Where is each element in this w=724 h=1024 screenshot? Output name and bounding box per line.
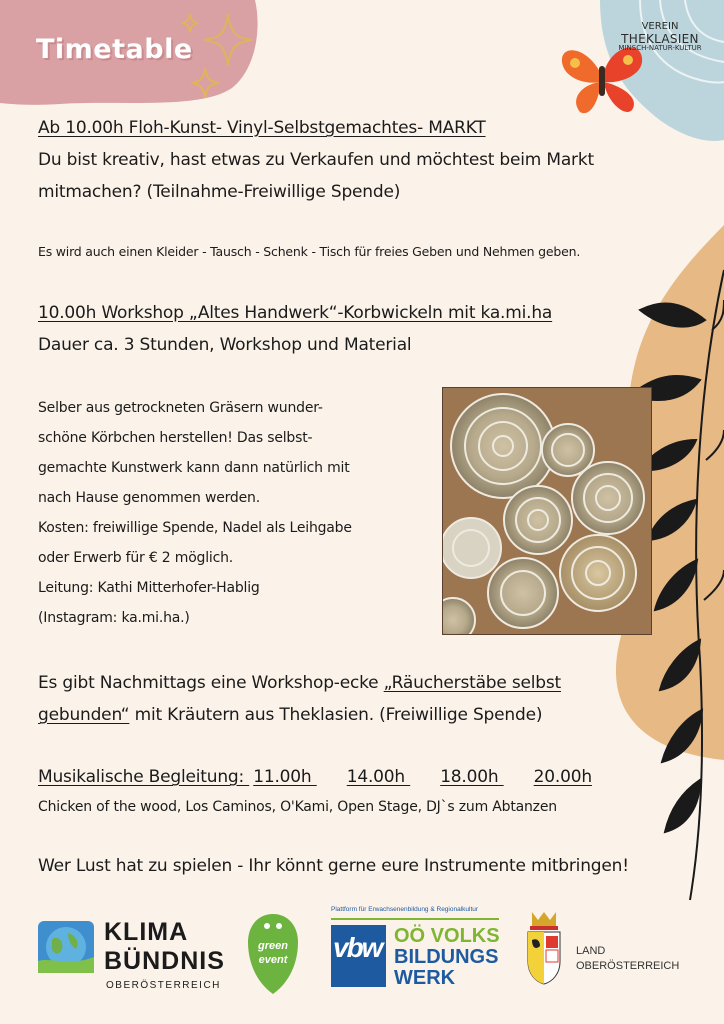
green-event-line-1: green: [258, 940, 288, 952]
vbw-line-1: OÖ VOLKS: [394, 925, 500, 947]
music-bands: Chicken of the wood, Los Caminos, O'Kami, Open Stage, DJ`s zum Abtanzen: [38, 799, 557, 815]
music-invite: Wer Lust hat zu spielen - Ihr könnt gerne eure Instrumente mitbringen!: [38, 856, 629, 876]
land-line-1: LAND: [576, 945, 606, 957]
afternoon-post: mit Kräutern aus Theklasien. (Freiwillige Spende): [129, 705, 543, 725]
verein-logo-text: [600, 22, 720, 52]
afternoon-text-1: [38, 673, 561, 693]
afternoon-pre: Es gibt Nachmittags eine Workshop-ecke: [38, 673, 384, 693]
workshop-desc-line: Kosten: freiwillige Spende, Nadel als Leihgabe: [38, 520, 352, 536]
land-line-2: OBERÖSTERREICH: [576, 960, 680, 972]
music-heading-line: [38, 767, 592, 787]
vbw-divider: [331, 918, 499, 920]
music-time: 20.00h: [533, 767, 592, 787]
music-time: 18.00h: [440, 767, 499, 787]
music-time: 11.00h: [253, 767, 312, 787]
vbw-mark: vbw: [333, 932, 382, 963]
verein-line-2: THEKLASIEN: [621, 31, 699, 46]
workshop-desc-line: nach Hause genommen werden.: [38, 490, 260, 506]
basket-photo: [442, 387, 652, 635]
page-title: Timetable: [36, 34, 193, 65]
workshop-desc-line: gemachte Kunstwerk kann dann natürlich mit: [38, 460, 350, 476]
swap-table-text: Es wird auch einen Kleider - Tausch - Schenk - Tisch für freies Geben und Nehmen geben.: [38, 244, 581, 259]
workshop-desc-line: Leitung: Kathi Mitterhofer-Hablig: [38, 580, 260, 596]
music-time: 14.00h: [346, 767, 405, 787]
coat-of-arms-icon: [524, 910, 564, 986]
klima-line-3: OBERÖSTERREICH: [106, 980, 221, 991]
incense-workshop-title-end: gebunden“: [38, 705, 130, 725]
afternoon-text-2: [38, 705, 542, 725]
market-heading: Ab 10.00h Floh-Kunst- Vinyl-Selbstgemachtes- MARKT: [38, 118, 486, 138]
market-text-2: mitmachen? (Teilnahme-Freiwillige Spende): [38, 182, 401, 202]
klima-line-2: BÜNDNIS: [104, 947, 225, 975]
vbw-line-2: BILDUNGS: [394, 946, 499, 968]
green-event-line-2: event: [258, 954, 288, 966]
klima-globe-icon: [38, 921, 98, 977]
workshop-desc-line: Selber aus getrockneten Gräsern wunder-: [38, 400, 323, 416]
workshop-heading: 10.00h Workshop „Altes Handwerk“-Korbwickeln mit ka.mi.ha: [38, 303, 553, 323]
market-text-1: Du bist kreativ, hast etwas zu Verkaufen und möchtest beim Markt: [38, 150, 594, 170]
incense-workshop-title: „Räucherstäbe selbst: [383, 673, 562, 693]
workshop-desc-line: schöne Körbchen herstellen! Das selbst-: [38, 430, 313, 446]
verein-line-3: MINSCH-NATUR-KULTUR: [618, 44, 702, 53]
workshop-duration: Dauer ca. 3 Stunden, Workshop und Material: [38, 335, 412, 355]
workshop-desc-line: oder Erwerb für € 2 möglich.: [38, 550, 234, 566]
workshop-desc-line: (Instagram: ka.mi.ha.): [38, 610, 190, 626]
vbw-tagline: Plattform für Erwachsenenbildung & Regionalkultur: [331, 906, 479, 913]
verein-line-1: VEREIN: [641, 21, 679, 32]
klima-line-1: KLIMA: [104, 918, 189, 946]
vbw-line-3: WERK: [394, 967, 456, 989]
music-heading: Musikalische Begleitung:: [38, 767, 245, 787]
baskets-illustration: [443, 388, 652, 635]
